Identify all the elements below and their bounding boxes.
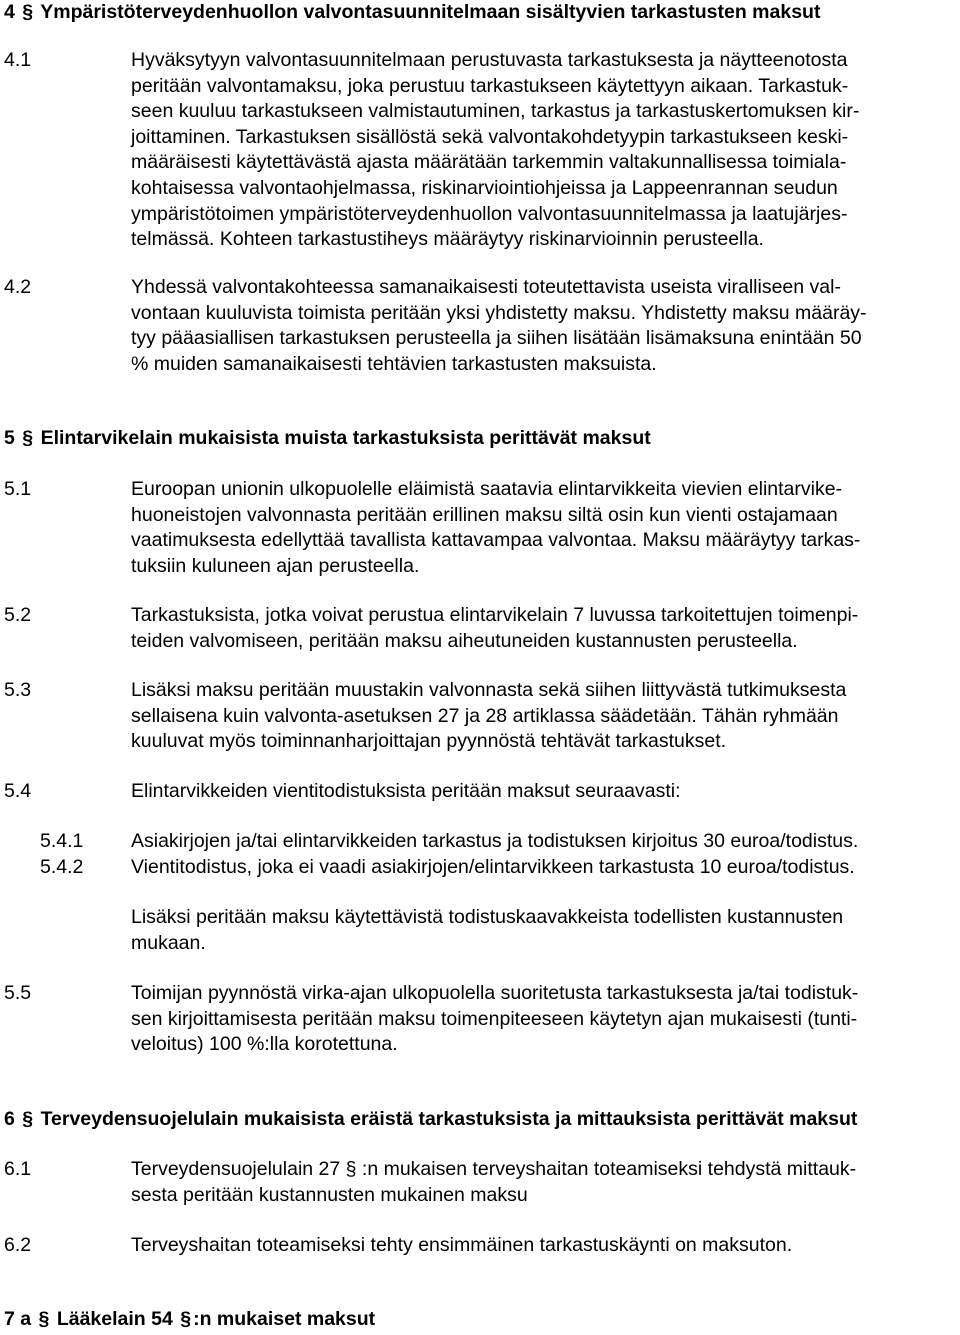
text-line: Euroopan unionin ulkopuolelle eläimistä saatavia elintarvikkeita vievien elintarvike-: [131, 478, 843, 500]
paragraph-number: 5.1: [4, 478, 32, 500]
paragraph-number: 5.3: [4, 679, 32, 701]
paragraph-number: 5.4.2: [40, 856, 84, 878]
text-line: sesta peritään kustannusten mukainen maksu: [131, 1183, 528, 1206]
section-heading-6: [4, 1107, 857, 1131]
paragraph-text: [131, 1157, 856, 1208]
section-heading-7a: [4, 1307, 375, 1331]
text-line: Terveyshaitan toteamiseksi tehty ensimmäinen tarkastuskäynti on maksuton.: [131, 1234, 793, 1256]
section-title-end: :n mukaiset maksut: [193, 1308, 376, 1330]
section-title-start: Lääkelain 54: [56, 1308, 173, 1330]
text-line: vaatimuksesta edellyttää tavallista kattavampaa valvontaa. Maksu määräytyy tarkas-: [131, 529, 861, 552]
section-sign: §: [180, 1308, 192, 1330]
text-line: kohtaisessa valvontaohjelmassa, riskinarviointiohjeissa ja Lappeenrannan seudun: [131, 176, 838, 199]
text-line: kuuluvat myös toiminnanharjoittajan pyynnöstä tehtävät tarkastukset.: [131, 730, 727, 753]
text-line: % muiden samanaikaisesti tehtävien tarkastusten maksuista.: [131, 352, 657, 375]
text-line: Toimijan pyynnöstä virka-ajan ulkopuolella suoritetusta tarkastuksesta ja/tai todistuk-: [131, 982, 859, 1004]
paragraph-text: [131, 981, 858, 1058]
paragraph-number: 4.1: [4, 49, 32, 71]
text-line: Terveydensuojelulain 27 § :n mukaisen terveyshaitan toteamiseksi tehdystä mittauk-: [131, 1158, 857, 1180]
text-line: Asiakirjojen ja/tai elintarvikkeiden tarkastus ja todistuksen kirjoitus 30 euroa/todistus.: [131, 830, 859, 852]
section-sign: §: [22, 1, 34, 23]
text-line: Lisäksi peritään maksu käytettävistä todistuskaavakkeista todellisten kustannusten: [131, 906, 844, 928]
paragraph-number: 5.4.1: [40, 830, 84, 852]
text-line: teiden valvomiseen, peritään maksu aiheutuneiden kustannusten perusteella.: [131, 629, 798, 652]
text-line: Lisäksi maksu peritään muustakin valvonnasta sekä siihen liittyvästä tutkimuksesta: [131, 679, 847, 701]
section-sign: §: [38, 1308, 50, 1330]
text-line: Yhdessä valvontakohteessa samanaikaisesti toteutettavista useista viralliseen val-: [131, 276, 841, 298]
text-line: joittaminen. Tarkastuksen sisällöstä sekä valvontakohdetyypin tarkastukseen keski-: [131, 125, 849, 148]
paragraph-number: 6.2: [4, 1234, 32, 1256]
section-number: 6: [4, 1108, 15, 1130]
section-sign: §: [22, 1108, 34, 1130]
paragraph-text: [131, 275, 867, 377]
paragraph-number: 5.5: [4, 982, 32, 1004]
paragraph-text: [131, 829, 858, 855]
text-line: Hyväksytyyn valvontasuunnitelmaan perustuvasta tarkastuksesta ja näytteenotosta: [131, 49, 848, 71]
paragraph-text: [131, 48, 859, 253]
text-line: määräisesti käytettävästä ajasta määrätään tarkemmin valtakunnallisessa toimiala-: [131, 151, 847, 174]
paragraph-text: [131, 678, 846, 755]
text-line: veloitus) 100 %:lla korotettuna.: [131, 1033, 398, 1056]
paragraph-number: 5.4: [4, 780, 32, 802]
paragraph-text: [131, 1233, 792, 1259]
section-sign: §: [22, 427, 34, 449]
section-title: Elintarvikelain mukaisista muista tarkastuksista perittävät maksut: [40, 427, 651, 449]
section-number: 5: [4, 427, 15, 449]
text-line: sen kirjoittamisesta peritään maksu toimenpiteeseen käytetyn ajan mukaisesti (tunti-: [131, 1007, 858, 1030]
paragraph-text: [131, 779, 681, 805]
text-line: ympäristötoimen ympäristöterveydenhuollon valvontasuunnitelmassa ja laatujärjes-: [131, 202, 848, 225]
section-title: Terveydensuojelulain mukaisista eräistä tarkastuksista ja mittauksista perittävät maksut: [40, 1108, 858, 1130]
text-line: tuksiin kuluneen ajan perusteella.: [131, 554, 420, 577]
text-line: huoneistojen valvonnasta peritään erillinen maksu siltä osin kun vienti ostajamaan: [131, 503, 838, 526]
text-line: tyy pääasiallisen tarkastuksen perusteella ja siihen lisätään lisämaksuna enintään 50: [131, 327, 862, 350]
text-line: seen kuuluu tarkastukseen valmistautuminen, tarkastus ja tarkastuskertomuksen kir-: [131, 100, 860, 123]
text-line: mukaan.: [131, 931, 206, 954]
section-number: 7 a: [4, 1308, 32, 1330]
paragraph-text: [131, 603, 858, 654]
paragraph-number: 4.2: [4, 276, 32, 298]
paragraph-number: 6.1: [4, 1158, 32, 1180]
paragraph-text: [131, 905, 843, 956]
paragraph-text: [131, 855, 855, 881]
paragraph-text: [131, 477, 860, 579]
text-line: peritään valvontamaksu, joka perustuu tarkastukseen käytettyyn aikaan. Tarkastuk-: [131, 74, 849, 97]
text-line: Tarkastuksista, jotka voivat perustua elintarvikelain 7 luvussa tarkoitettujen toimenpi-: [131, 604, 859, 626]
text-line: vontaan kuuluvista toimista peritään yksi yhdistetty maksu. Yhdistetty maksu määräy-: [131, 301, 867, 324]
section-number: 4: [4, 1, 15, 23]
section-title: Ympäristöterveydenhuollon valvontasuunnitelmaan sisältyvien tarkastusten maksut: [40, 1, 821, 23]
section-heading-4: [4, 0, 820, 24]
paragraph-number: 5.2: [4, 604, 32, 626]
text-line: Vientitodistus, joka ei vaadi asiakirjojen/elintarvikkeen tarkastusta 10 euroa/todistus.: [131, 856, 855, 878]
section-heading-5: [4, 426, 651, 450]
text-line: Elintarvikkeiden vientitodistuksista peritään maksut seuraavasti:: [131, 780, 681, 802]
text-line: sellaisena kuin valvonta-asetuksen 27 ja 28 artiklassa säädetään. Tähän ryhmään: [131, 704, 839, 727]
text-line: telmässä. Kohteen tarkastustiheys määräytyy riskinarvioinnin perusteella.: [131, 228, 764, 251]
